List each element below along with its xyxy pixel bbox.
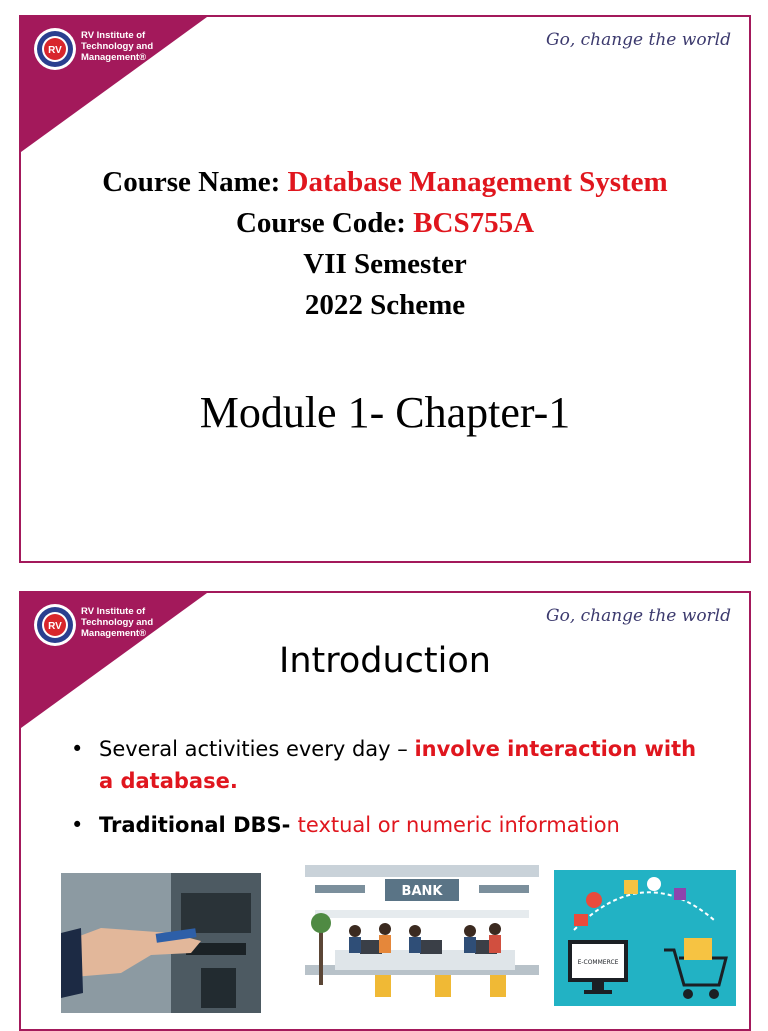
introduction-slide	[19, 591, 751, 1031]
institute-name-line: Technology and	[81, 41, 154, 52]
bullet-item	[71, 809, 711, 841]
title-slide	[19, 15, 751, 563]
ecommerce-label: E-COMMERCE	[577, 959, 619, 966]
institute-name	[81, 606, 153, 639]
institute-name-line: RV Institute of	[81, 606, 146, 617]
svg-text:RV: RV	[48, 45, 62, 56]
course-code: BCS755A	[413, 207, 535, 239]
module-title: Module 1- Chapter-1	[199, 388, 571, 437]
slide-title: Introduction	[279, 641, 491, 681]
course-info	[21, 162, 749, 326]
institute-name-line: Technology and	[81, 617, 154, 628]
scheme: 2022 Scheme	[304, 289, 466, 321]
institute-name-line: RV Institute of	[81, 30, 146, 41]
bullet-list	[71, 733, 711, 853]
institute-logo	[33, 27, 183, 77]
svg-text:RV: RV	[48, 621, 62, 632]
bullet-dot-icon: •	[71, 737, 84, 761]
tagline: Go, change the world	[546, 606, 731, 626]
rv-seal-icon	[33, 27, 77, 71]
atm-image	[61, 873, 261, 1013]
course-code-label: Course Code:	[235, 207, 414, 239]
bullet-text: Several activities every day –	[99, 737, 415, 761]
course-name-line	[21, 162, 749, 203]
bullet-highlight: involve interaction with a database.	[99, 737, 697, 793]
semester: VII Semester	[303, 248, 467, 280]
ecommerce-image	[554, 870, 736, 1006]
course-name-label: Course Name:	[102, 166, 288, 198]
course-code-line	[21, 203, 749, 244]
bullet-text: Traditional DBS-	[99, 813, 298, 837]
bullet-dot-icon: •	[71, 813, 84, 837]
institute-name	[81, 30, 153, 63]
institute-name-line: Management®	[81, 628, 147, 639]
institute-name-line: Management®	[81, 52, 147, 63]
bank-image	[305, 865, 539, 1005]
bullet-item	[71, 733, 711, 797]
bullet-highlight: textual or numeric information	[297, 813, 620, 837]
bank-sign: BANK	[401, 884, 443, 899]
course-name: Database Management System	[287, 166, 668, 198]
tagline: Go, change the world	[546, 30, 731, 50]
